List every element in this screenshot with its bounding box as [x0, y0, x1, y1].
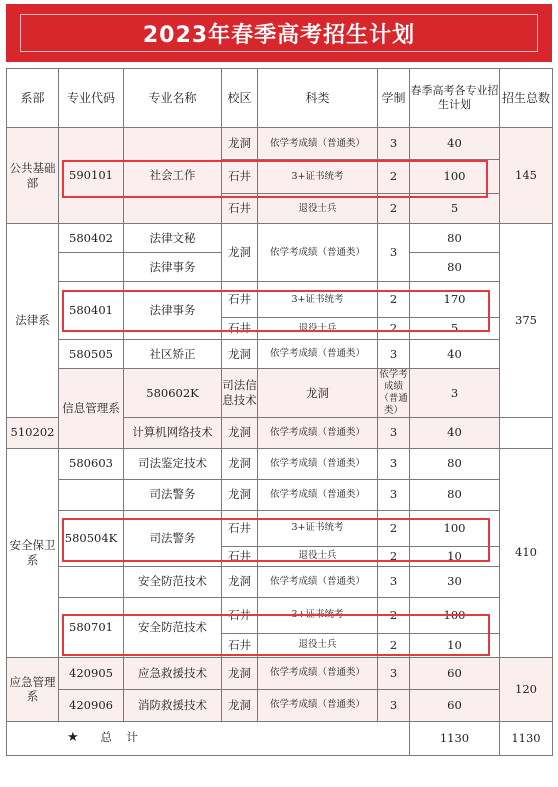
category-cell: 3+证书统考 [258, 510, 378, 546]
major-cell: 应急救援技术 [124, 657, 222, 689]
plan-cell: 5 [410, 194, 500, 224]
category-cell: 依学考成绩（普通类） [258, 340, 378, 369]
duration-cell: 2 [378, 510, 410, 546]
major-cell: 司法警务 [124, 479, 222, 510]
duration-cell: 2 [378, 633, 410, 657]
duration-cell: 2 [378, 160, 410, 194]
duration-cell: 3 [378, 224, 410, 282]
duration-cell: 3 [378, 340, 410, 369]
table-row [7, 689, 553, 721]
plan-cell: 40 [410, 340, 500, 369]
plan-cell: 60 [410, 689, 500, 721]
duration-cell: 3 [378, 566, 410, 597]
major-cell: 司法警务 [124, 510, 222, 566]
code-cell: 580504K [59, 510, 124, 566]
star-icon: ★ [67, 729, 79, 745]
duration-cell: 2 [378, 282, 410, 318]
code-cell [59, 479, 124, 510]
campus-cell: 龙洞 [222, 128, 258, 160]
category-cell: 3+证书统考 [258, 282, 378, 318]
campus-cell: 龙洞 [258, 369, 378, 418]
header-row [7, 69, 553, 128]
category-cell: 3+证书统考 [258, 597, 378, 633]
dept-total-cell: 410 [500, 448, 553, 657]
dept-total-cell: 145 [500, 128, 553, 224]
campus-cell: 石井 [222, 194, 258, 224]
table-row [7, 224, 553, 253]
campus-cell: 龙洞 [222, 448, 258, 479]
table-row [7, 282, 553, 318]
campus-cell: 石井 [222, 282, 258, 318]
table-row [7, 128, 553, 160]
table-row [7, 657, 553, 689]
duration-cell: 3 [378, 479, 410, 510]
category-cell: 依学考成绩（普通类） [379, 369, 408, 416]
category-cell: 退役士兵 [258, 194, 378, 224]
duration-cell: 2 [378, 597, 410, 633]
code-cell: 580401 [59, 282, 124, 340]
total-label: 总 计 [100, 729, 138, 744]
grand-total-cell: 1130 [500, 721, 553, 755]
major-cell: 社会工作 [124, 128, 222, 224]
duration-cell: 3 [378, 657, 410, 689]
duration-cell: 2 [378, 546, 410, 566]
plan-cell: 80 [410, 479, 500, 510]
major-cell: 安全防范技术 [124, 597, 222, 657]
major-cell: 法律事务 [124, 253, 222, 282]
campus-cell: 龙洞 [222, 479, 258, 510]
category-cell: 依学考成绩（普通类） [258, 479, 378, 510]
duration-cell: 3 [378, 417, 410, 448]
header-name: 专业名称 [124, 69, 222, 128]
major-cell: 法律文秘 [124, 224, 222, 253]
category-cell: 3+证书统考 [258, 160, 378, 194]
category-cell: 依学考成绩（普通类） [258, 689, 378, 721]
campus-cell: 龙洞 [222, 689, 258, 721]
major-cell: 安全防范技术 [124, 566, 222, 597]
table-row [7, 479, 553, 510]
category-cell: 退役士兵 [258, 633, 378, 657]
table-row [7, 566, 553, 597]
plan-cell: 100 [410, 160, 500, 194]
campus-cell: 石井 [222, 160, 258, 194]
duration-cell: 3 [378, 128, 410, 160]
plan-cell: 30 [410, 566, 500, 597]
campus-cell: 石井 [222, 510, 258, 546]
plan-cell: 10 [410, 546, 500, 566]
duration-cell: 2 [378, 194, 410, 224]
code-cell: 580402 [59, 224, 124, 253]
plan-cell: 80 [410, 224, 500, 253]
duration-cell: 2 [378, 318, 410, 340]
total-row [7, 721, 553, 755]
major-cell: 司法信息技术 [222, 369, 258, 418]
header-duration: 学制 [378, 69, 410, 128]
category-cell: 退役士兵 [258, 546, 378, 566]
table-row [7, 340, 553, 369]
plan-cell: 80 [410, 448, 500, 479]
table-row [7, 369, 553, 418]
code-cell: 420905 [59, 657, 124, 689]
title-banner [6, 4, 552, 62]
category-cell: 退役士兵 [258, 318, 378, 340]
major-cell: 计算机网络技术 [124, 417, 222, 448]
code-cell: 590101 [59, 128, 124, 224]
table-row [7, 510, 553, 546]
plan-total-cell: 1130 [410, 721, 500, 755]
plan-cell: 60 [410, 657, 500, 689]
code-cell: 510202 [7, 417, 59, 448]
campus-cell: 龙洞 [222, 224, 258, 282]
major-cell: 消防救援技术 [124, 689, 222, 721]
dept-cell: 信息管理系 [59, 369, 124, 449]
duration-cell: 3 [378, 448, 410, 479]
dept-total-cell: 120 [500, 657, 553, 721]
campus-cell: 龙洞 [222, 657, 258, 689]
header-dept: 系部 [7, 69, 59, 128]
header-category: 科类 [258, 69, 378, 128]
enrollment-table [6, 68, 553, 756]
code-cell [59, 253, 124, 282]
category-cell: 依学考成绩（普通类） [258, 448, 378, 479]
category-cell: 依学考成绩（普通类） [258, 657, 378, 689]
dept-cell: 安全保卫系 [7, 448, 59, 657]
category-cell: 依学考成绩（普通类） [258, 566, 378, 597]
category-cell: 依学考成绩（普通类） [258, 224, 378, 282]
plan-cell: 40 [410, 417, 500, 448]
plan-cell: 100 [410, 510, 500, 546]
campus-cell: 龙洞 [222, 417, 258, 448]
major-cell: 社区矫正 [124, 340, 222, 369]
code-cell: 580505 [59, 340, 124, 369]
campus-cell: 石井 [222, 597, 258, 633]
category-cell: 依学考成绩（普通类） [258, 417, 378, 448]
plan-cell: 5 [410, 318, 500, 340]
plan-cell: 80 [410, 253, 500, 282]
duration-cell: 3 [378, 689, 410, 721]
table-row [7, 597, 553, 633]
code-cell [59, 566, 124, 597]
header-campus: 校区 [222, 69, 258, 128]
major-cell: 司法鉴定技术 [124, 448, 222, 479]
plan-cell: 100 [410, 597, 500, 633]
dept-cell: 公共基础部 [7, 128, 59, 224]
code-cell: 580603 [59, 448, 124, 479]
header-plan: 春季高考各专业招生计划 [410, 69, 500, 128]
campus-cell: 龙洞 [222, 566, 258, 597]
code-cell: 580701 [59, 597, 124, 657]
table-row [7, 448, 553, 479]
plan-cell: 10 [410, 633, 500, 657]
campus-cell: 石井 [222, 318, 258, 340]
campus-cell: 龙洞 [222, 340, 258, 369]
header-total: 招生总数 [500, 69, 553, 128]
total-label-cell [7, 721, 410, 755]
duration-cell: 3 [410, 369, 500, 418]
dept-total-cell: 375 [500, 224, 553, 418]
code-cell: 420906 [59, 689, 124, 721]
page-title: 2023年春季高考招生计划 [142, 22, 416, 48]
code-cell: 580602K [124, 369, 222, 418]
category-cell: 依学考成绩（普通类） [258, 128, 378, 160]
plan-cell: 170 [410, 282, 500, 318]
dept-cell: 应急管理系 [7, 657, 59, 721]
campus-cell: 石井 [222, 546, 258, 566]
header-code: 专业代码 [59, 69, 124, 128]
enrollment-plan-page [6, 4, 552, 783]
campus-cell: 石井 [222, 633, 258, 657]
dept-cell: 法律系 [7, 224, 59, 418]
plan-cell: 40 [410, 128, 500, 160]
major-cell: 法律事务 [124, 282, 222, 340]
